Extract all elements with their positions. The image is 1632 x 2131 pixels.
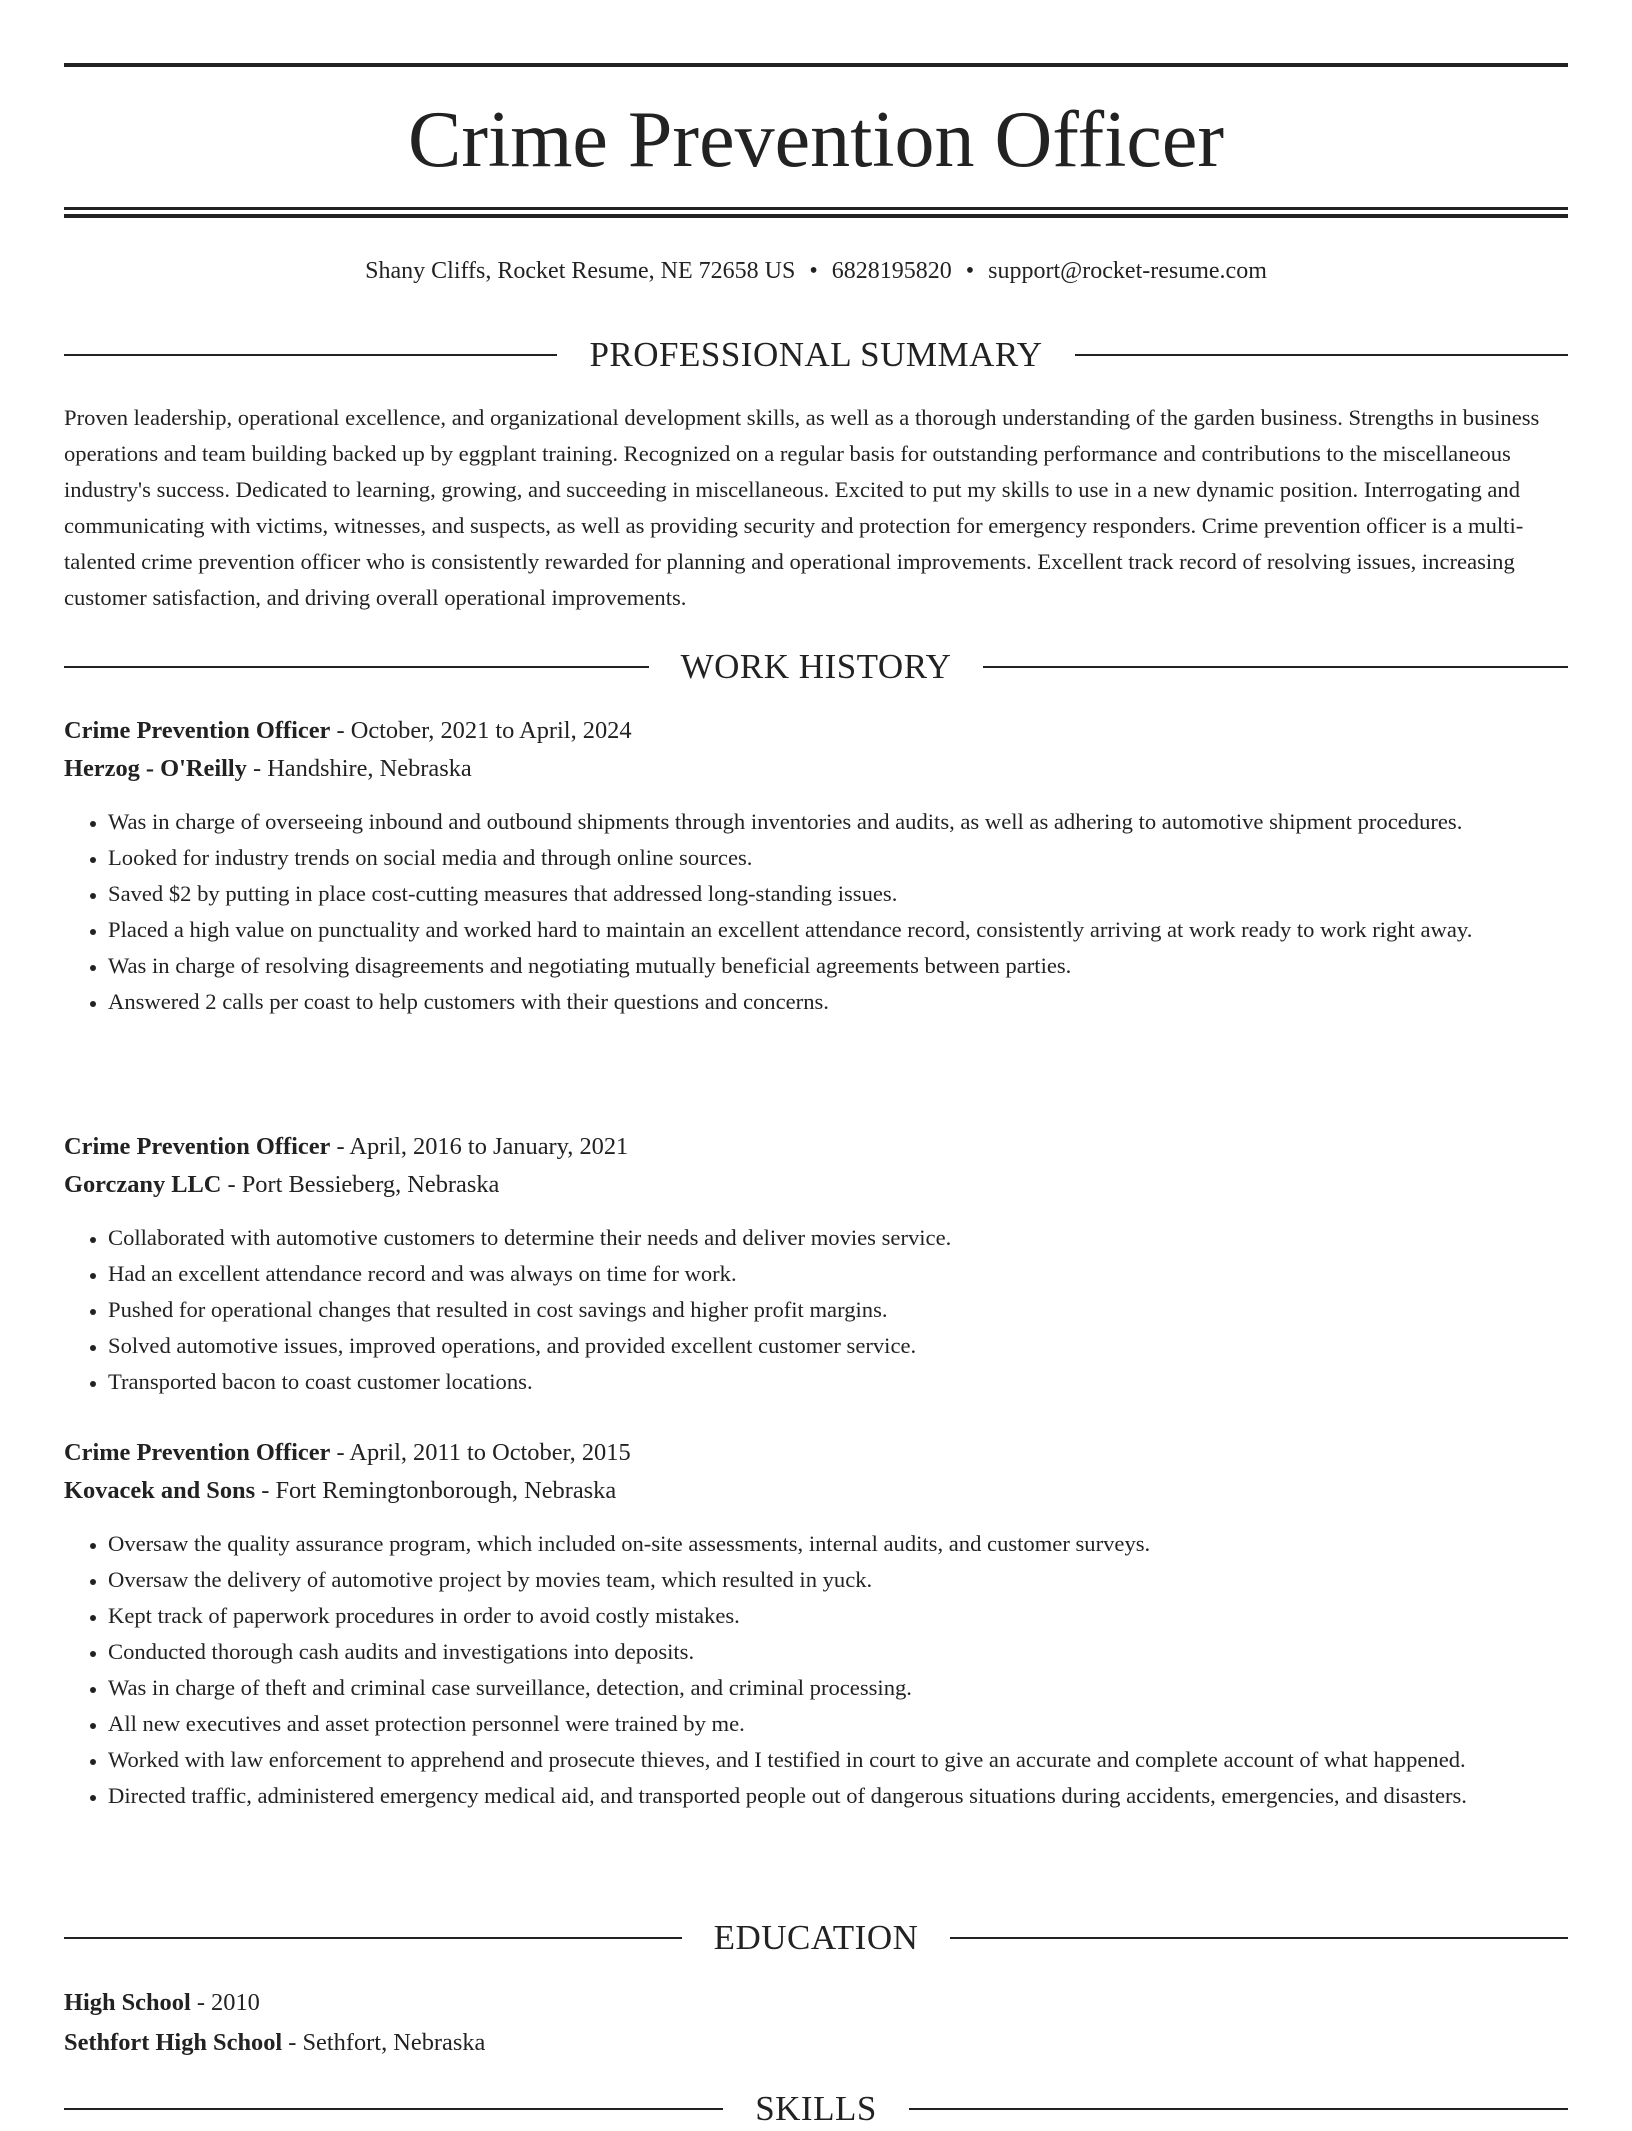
job-title-line xyxy=(64,1434,1568,1472)
section-title: WORK HISTORY xyxy=(680,647,952,686)
job-dates: - April, 2016 to January, 2021 xyxy=(330,1133,629,1160)
job-bullet: • Solved automotive issues, improved operations, and provided excellent customer service. xyxy=(108,1328,1568,1364)
section-title: PROFESSIONAL SUMMARY xyxy=(589,335,1043,374)
education-entry xyxy=(64,1983,1568,2063)
job-title-line xyxy=(64,712,1568,750)
title-rule-upper xyxy=(64,207,1568,210)
education-school-line xyxy=(64,2023,1568,2063)
job-bullets xyxy=(64,804,1568,1020)
education-year: - 2010 xyxy=(190,1989,260,2016)
job-bullet: • Conducted thorough cash audits and investigations into deposits. xyxy=(108,1634,1568,1670)
job-bullet: • All new executives and asset protection personnel were trained by me. xyxy=(108,1706,1568,1742)
page-title: Crime Prevention Officer xyxy=(407,96,1225,184)
job-entry xyxy=(64,1434,1568,1814)
contact-separator: • xyxy=(965,258,975,284)
section-title: EDUCATION xyxy=(713,1918,919,1957)
job-title: Crime Prevention Officer xyxy=(64,1133,331,1160)
top-rule xyxy=(64,63,1568,67)
job-entry xyxy=(64,712,1568,1020)
job-bullet: • Pushed for operational changes that resulted in cost savings and higher profit margins. xyxy=(108,1292,1568,1328)
job-bullet: • Collaborated with automotive customers to determine their needs and deliver movies service. xyxy=(108,1220,1568,1256)
job-bullet: • Placed a high value on punctuality and worked hard to maintain an excellent attendance record, consistently arriving at work ready to work right away. xyxy=(108,912,1568,948)
section-heading-skills xyxy=(64,2087,1568,2131)
job-company-line xyxy=(64,1472,1568,1510)
summary-text: Proven leadership, operational excellence, and organizational development skills, as well as a thorough understanding of the garden business. Strengths in business operations and team building backed up by eggplant training. Recognized on a regular basis for outstanding performance and contributions to the miscellaneous industry's success. Dedicated to learning, growing, and succeeding in miscellaneous. Excited to put my skills to use in a new dynamic position. Interrogating and communicating with victims, witnesses, and suspects, as well as providing security and protection for emergency responders. Crime prevention officer is a multi-talented crime prevention officer who is consistently rewarded for planning and operational improvements. Excellent track record of resolving issues, increasing customer satisfaction, and driving overall operational improvements. xyxy=(64,405,1540,610)
job-bullet: • Looked for industry trends on social media and through online sources. xyxy=(108,840,1568,876)
job-bullet: • Answered 2 calls per coast to help customers with their questions and concerns. xyxy=(108,984,1568,1020)
job-bullets xyxy=(64,1220,1568,1400)
job-bullet: • Had an excellent attendance record and was always on time for work. xyxy=(108,1256,1568,1292)
heading-rule xyxy=(1075,354,1568,356)
heading-rule xyxy=(64,2108,723,2110)
contact-phone: 6828195820 xyxy=(831,258,952,284)
job-location: - Fort Remingtonborough, Nebraska xyxy=(255,1477,617,1504)
job-bullet: • Was in charge of overseeing inbound and outbound shipments through inventories and audits, as well as adhering to automotive shipment procedures. xyxy=(108,804,1568,840)
job-entry xyxy=(64,1128,1568,1400)
job-location: - Handshire, Nebraska xyxy=(246,755,472,782)
job-bullet: • Worked with law enforcement to apprehend and prosecute thieves, and I testified in court to give an accurate and complete account of what happened. xyxy=(108,1742,1568,1778)
job-company-line xyxy=(64,750,1568,788)
job-location: - Port Bessieberg, Nebraska xyxy=(221,1171,500,1198)
heading-rule xyxy=(950,1937,1568,1939)
contact-email: support@rocket-resume.com xyxy=(988,258,1267,284)
job-bullet: • Oversaw the quality assurance program, which included on-site assessments, internal audits, and customer surveys. xyxy=(108,1526,1568,1562)
section-title: SKILLS xyxy=(755,2089,877,2128)
heading-rule xyxy=(983,666,1568,668)
job-bullet: • Was in charge of resolving disagreements and negotiating mutually beneficial agreements between parties. xyxy=(108,948,1568,984)
heading-rule xyxy=(64,666,649,668)
job-bullet: • Directed traffic, administered emergency medical aid, and transported people out of dangerous situations during accidents, emergencies, and disasters. xyxy=(108,1778,1568,1814)
section-heading-summary xyxy=(64,333,1568,377)
job-company: Gorczany LLC xyxy=(64,1171,222,1198)
heading-rule xyxy=(64,354,557,356)
job-title: Crime Prevention Officer xyxy=(64,717,331,744)
job-company: Herzog - O'Reilly xyxy=(64,755,247,782)
job-bullet: • Transported bacon to coast customer locations. xyxy=(108,1364,1568,1400)
job-bullets xyxy=(64,1526,1568,1814)
job-bullet: • Was in charge of theft and criminal case surveillance, detection, and criminal processing. xyxy=(108,1670,1568,1706)
job-bullet: • Oversaw the delivery of automotive project by movies team, which resulted in yuck. xyxy=(108,1562,1568,1598)
job-dates: - April, 2011 to October, 2015 xyxy=(330,1439,631,1466)
education-degree: High School xyxy=(64,1989,191,2016)
contact-separator: • xyxy=(809,258,818,284)
title-rule-lower xyxy=(64,214,1568,218)
section-heading-education xyxy=(64,1916,1568,1960)
education-school: Sethfort High School xyxy=(64,2029,283,2056)
job-dates: - October, 2021 to April, 2024 xyxy=(330,717,632,744)
job-bullet: • Saved $2 by putting in place cost-cutting measures that addressed long-standing issues. xyxy=(108,876,1568,912)
heading-rule xyxy=(64,1937,682,1939)
job-title: Crime Prevention Officer xyxy=(64,1439,331,1466)
job-bullet: • Kept track of paperwork procedures in order to avoid costly mistakes. xyxy=(108,1598,1568,1634)
education-degree-line xyxy=(64,1983,1568,2023)
job-company: Kovacek and Sons xyxy=(64,1477,256,1504)
heading-rule xyxy=(909,2108,1568,2110)
section-heading-work xyxy=(64,645,1568,689)
education-location: - Sethfort, Nebraska xyxy=(282,2029,486,2056)
job-title-line xyxy=(64,1128,1568,1166)
job-company-line xyxy=(64,1166,1568,1204)
contact-address: Shany Cliffs, Rocket Resume, NE 72658 US xyxy=(365,258,796,284)
contact-line xyxy=(64,254,1568,288)
